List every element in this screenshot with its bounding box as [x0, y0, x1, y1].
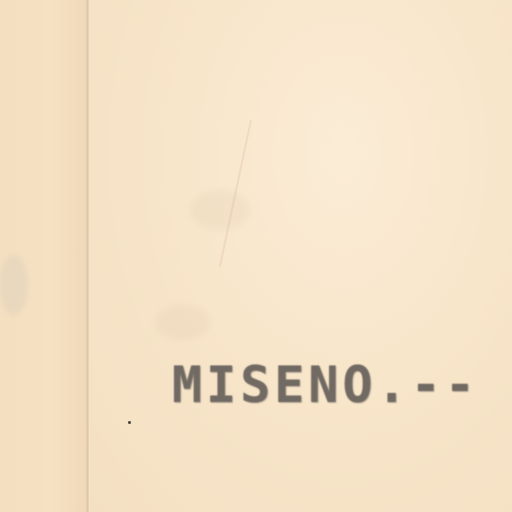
main-paper-sheet	[90, 0, 512, 512]
paper-smudge	[155, 305, 210, 340]
ink-dot	[128, 421, 131, 424]
paper-smudge	[0, 255, 28, 315]
typewritten-text: MISENO.--	[172, 356, 479, 414]
paper-smudge	[190, 190, 250, 230]
